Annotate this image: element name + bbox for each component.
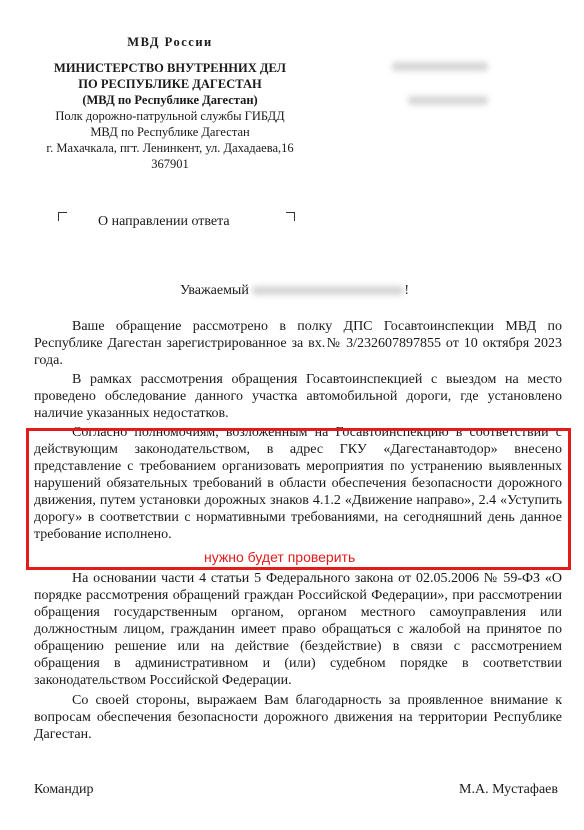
greeting bbox=[180, 283, 409, 299]
greeting-suffix: ! bbox=[404, 283, 410, 298]
letterhead bbox=[20, 34, 320, 172]
signatory-name: М.А. Мустафаев bbox=[459, 782, 558, 797]
subject-bracket-left bbox=[58, 212, 67, 221]
redacted-recipient-name bbox=[252, 286, 404, 295]
address-line1: г. Махачкала, пгт. Ленинкент, ул. Дахадаева,16 bbox=[46, 141, 294, 155]
paragraph-legal-rights: На основании части 4 статьи 5 Федерального закона от 02.05.2006 № 59-ФЗ «О порядке рассмотрения обращений граждан Российской Федерации», при рассмотрении обращения государственным органом, органом местного самоуправления или должностным лицом, гражданин имеет право обращаться с жалобой на принятое по обращению решение или на действие (бездействие) в связи с рассмотрением обращения в административном и (или) судебном порядке в соответствии законодательством Российской Федерации. bbox=[34, 571, 562, 688]
paragraph-inspection: В рамках рассмотрения обращения Госавтоинспекцией с выездом на место проведено обследование данного участка автомобильной дороги, где установлено наличие указанных недостатков. bbox=[34, 372, 562, 421]
paragraph-gratitude: Со своей стороны, выражаем Вам благодарность за проявленное внимание к вопросам обеспечения безопасности дорожного движения на территории Республике Дагестан. bbox=[34, 693, 562, 742]
agency-top: МВД России bbox=[127, 35, 213, 49]
paragraph-measures: Согласно полномочиям, возложенным на Госавтоинспекцию в соответствии с действующим законодательством, в адрес ГКУ «Дагестанавтодор» внесено представление с требованием организовать мероприятия по устранению выявленных нарушений обязательных требований в области обеспечения безопасности дорожного движения, путем установки дорожных знаков 4.1.2 «Движение направо», 2.4 «Уступить дорогу» в соответствии с нормативными требованиями, на сегодняшний день данное требование исполнено. bbox=[34, 425, 562, 542]
annotation-note: нужно будет проверить bbox=[204, 549, 356, 565]
address-line2: 367901 bbox=[151, 157, 189, 171]
paragraph-registration: Ваше обращение рассмотрено в полку ДПС Госавтоинспекции МВД по Республике Дагестан зарегистрированное за вх.№ 3/232607897855 от 10 октября 2023 года. bbox=[34, 319, 562, 368]
unit-line1: Полк дорожно-патрульной службы ГИБДД bbox=[55, 109, 285, 123]
subject-bracket-right bbox=[286, 212, 295, 221]
ministry-line2: ПО РЕСПУБЛИКЕ ДАГЕСТАН bbox=[78, 77, 262, 91]
signatory-title: Командир bbox=[34, 782, 94, 797]
ministry-line1: МИНИСТЕРСТВО ВНУТРЕННИХ ДЕЛ bbox=[54, 61, 286, 75]
subject-line: О направлении ответа bbox=[98, 214, 230, 229]
unit-line2: МВД по Республике Дагестан bbox=[90, 125, 250, 139]
greeting-prefix: Уважаемый bbox=[180, 283, 249, 298]
redacted-recipient-line2 bbox=[408, 96, 488, 105]
ministry-short: (МВД по Республике Дагестан) bbox=[82, 93, 258, 107]
redacted-recipient-line1 bbox=[392, 62, 488, 71]
